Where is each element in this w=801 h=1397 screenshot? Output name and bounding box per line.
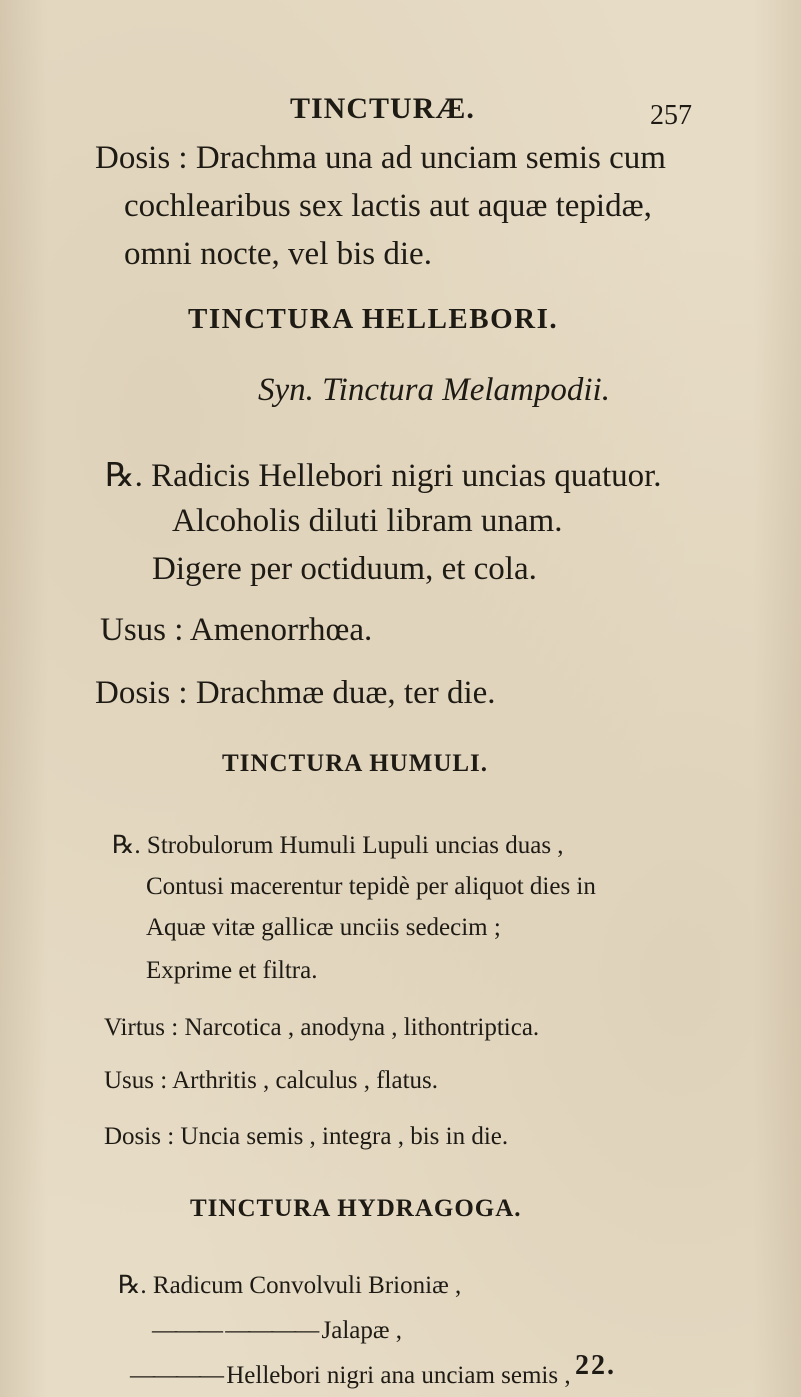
section-title-hydragoga: TINCTURA HYDRAGOGA. <box>190 1195 522 1222</box>
recipe-text: Jalapæ , <box>321 1317 403 1344</box>
page-number: 257 <box>650 100 692 131</box>
recipe-line-1: ℞. Radicis Hellebori nigri uncias quatuor. <box>105 458 662 494</box>
usus-line: Usus : Amenorrhœa. <box>100 612 373 648</box>
recipe-line-2: Alcoholis diluti libram unam. <box>172 503 563 539</box>
recipe-line-1: ℞. Radicum Convolvuli Brioniæ , <box>118 1272 462 1299</box>
recipe-line-3: Aquæ vitæ gallicæ unciis sedecim ; <box>146 914 501 941</box>
running-header: TINCTURÆ. <box>290 92 475 125</box>
recipe-line-2: Contusi macerentur tepidè per aliquot dies in <box>146 873 596 900</box>
dosis-line: Dosis : Uncia semis , integra , bis in die. <box>104 1123 509 1150</box>
section-title-hellebori: TINCTURA HELLEBORI. <box>188 303 559 335</box>
section-title-humuli: TINCTURA HUMULI. <box>222 750 489 777</box>
ditto-dash: ———— <box>130 1362 227 1389</box>
dosis-line-3: omni nocte, vel bis die. <box>124 236 432 272</box>
ditto-dash: ——— ———— <box>152 1317 322 1344</box>
recipe-line-1: ℞. Strobulorum Humuli Lupuli uncias duas , <box>112 832 564 859</box>
recipe-text: Hellebori nigri ana unciam semis , <box>226 1362 571 1389</box>
recipe-line-3: Digere per octiduum, et cola. <box>152 551 537 587</box>
recipe-line-4: Exprime et filtra. <box>146 957 318 984</box>
recipe-line-2 <box>152 1317 402 1345</box>
dosis-line-1: Dosis : Drachma una ad unciam semis cum <box>95 140 666 176</box>
dosis-line: Dosis : Drachmæ duæ, ter die. <box>95 675 496 711</box>
recipe-line-3 <box>130 1362 571 1390</box>
usus-line: Usus : Arthritis , calculus , flatus. <box>104 1067 438 1094</box>
signature-mark: 22. <box>575 1350 616 1381</box>
synonym-line: Syn. Tinctura Melampodii. <box>258 372 610 408</box>
virtus-line: Virtus : Narcotica , anodyna , lithontriptica. <box>104 1014 540 1041</box>
dosis-line-2: cochlearibus sex lactis aut aquæ tepidæ, <box>124 188 652 224</box>
